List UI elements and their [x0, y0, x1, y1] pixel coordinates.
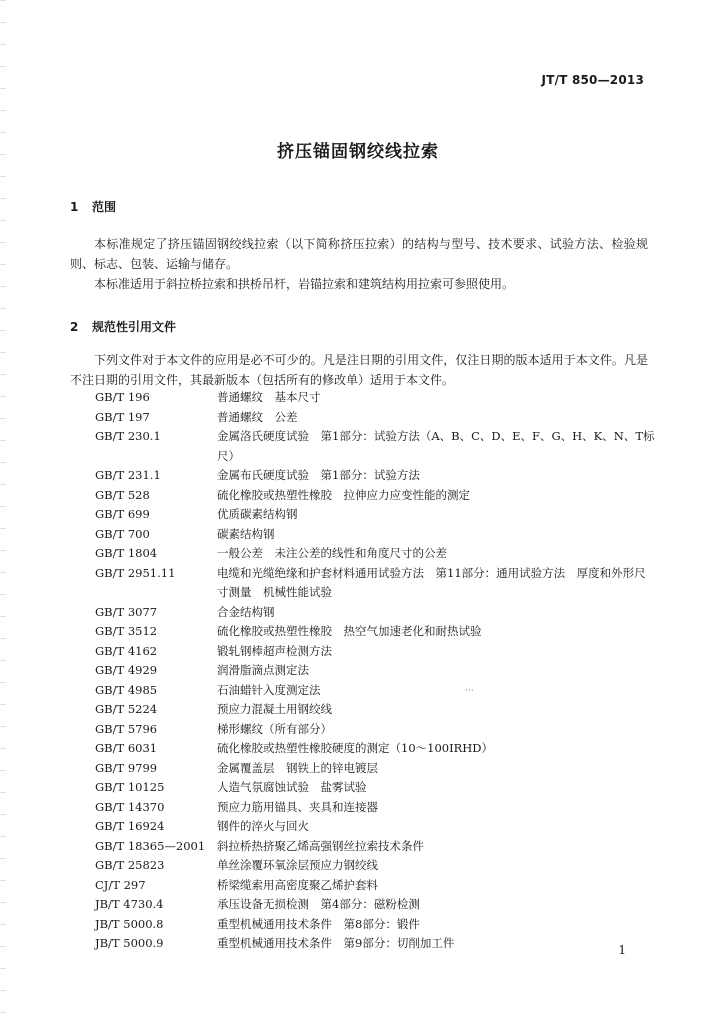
reference-title: 桥梁缆索用高密度聚乙烯护套料	[217, 877, 378, 892]
reference-row	[95, 856, 655, 876]
reference-code: GB/T 16924	[95, 819, 165, 833]
reference-row	[95, 505, 655, 525]
reference-code: GB/T 2951.11	[95, 565, 176, 580]
reference-row	[95, 739, 655, 759]
reference-title: 预应力筋用锚具、夹具和连接器	[217, 799, 378, 814]
reference-row	[95, 778, 655, 798]
reference-code: GB/T 700	[95, 526, 150, 541]
reference-code: GB/T 3512	[95, 624, 158, 638]
reference-row	[95, 837, 655, 857]
section-1-paragraph-2: 本标准适用于斜拉桥拉索和拱桥吊杆，岩锚拉索和建筑结构用拉索可参照使用。	[94, 277, 515, 291]
reference-code: JB/T 4730.4	[95, 897, 164, 911]
reference-code: GB/T 18365—2001	[95, 838, 206, 853]
reference-row	[95, 934, 655, 954]
scan-artifact: ···	[465, 686, 474, 696]
reference-row	[95, 603, 655, 623]
reference-code: GB/T 10125	[95, 780, 165, 794]
reference-title: 硫化橡胶或热塑性橡胶 拉伸应力应变性能的测定	[217, 487, 470, 502]
section-2-paragraph-1: 下列文件对于本文件的应用是必不可少的。凡是注日期的引用文件，仅注日期的版本适用于本文件。凡是不注日期的引用文件，其最新版本（包括所有的修改单）适用于本文件。	[70, 353, 648, 387]
reference-title: 一般公差 未注公差的线性和角度尺寸的公差	[217, 546, 447, 560]
reference-code: CJ/T 297	[95, 877, 146, 892]
page-title: 挤压锚固钢绞线拉索	[277, 142, 439, 162]
reference-title: 重型机械通用技术条件 第9部分：切削加工件	[217, 936, 455, 950]
section-2-heading	[70, 318, 176, 335]
reference-row	[95, 622, 655, 642]
section-1-number: 1	[70, 200, 79, 214]
reference-code: GB/T 230.1	[95, 429, 161, 443]
reference-title: 预应力混凝土用钢绞线	[217, 702, 332, 716]
reference-title: 钢件的淬火与回火	[217, 819, 309, 833]
reference-row	[95, 427, 655, 466]
reference-title: 承压设备无损检测 第4部分：磁粉检测	[217, 897, 420, 911]
reference-code: GB/T 6031	[95, 741, 158, 755]
reference-row	[95, 700, 655, 720]
reference-code: GB/T 699	[95, 507, 150, 521]
reference-title: 合金结构钢	[217, 604, 275, 619]
reference-title: 斜拉桥热挤聚乙烯高强钢丝拉索技术条件	[217, 838, 424, 853]
reference-row	[95, 525, 655, 545]
reference-row	[95, 408, 655, 428]
reference-row	[95, 720, 655, 740]
reference-title: 优质碳素结构钢	[217, 507, 298, 521]
reference-row	[95, 895, 655, 915]
section-2-title: 规范性引用文件	[92, 320, 177, 334]
reference-code: JB/T 5000.8	[95, 916, 164, 931]
reference-row	[95, 466, 655, 486]
reference-code: GB/T 4985	[95, 682, 158, 697]
reference-row	[95, 564, 655, 603]
reference-code: GB/T 1804	[95, 546, 158, 560]
reference-list	[95, 388, 655, 954]
reference-title: 润滑脂滴点测定法	[217, 663, 309, 677]
reference-title: 金属布氏硬度试验 第1部分：试验方法	[217, 468, 420, 482]
reference-title: 普通螺纹 公差	[217, 409, 298, 424]
reference-title: 重型机械通用技术条件 第8部分：锻件	[217, 916, 420, 931]
reference-title: 梯形螺纹（所有部分）	[217, 721, 332, 736]
reference-row	[95, 661, 655, 681]
reference-code: GB/T 5796	[95, 721, 158, 736]
reference-title: 单丝涂覆环氧涂层预应力钢绞线	[217, 858, 378, 872]
reference-code: GB/T 3077	[95, 604, 158, 619]
reference-row	[95, 681, 655, 701]
reference-code: GB/T 196	[95, 390, 150, 404]
reference-code: GB/T 14370	[95, 799, 165, 814]
reference-code: GB/T 25823	[95, 858, 165, 872]
reference-code: GB/T 231.1	[95, 468, 161, 482]
reference-row	[95, 915, 655, 935]
reference-row	[95, 876, 655, 896]
reference-row	[95, 486, 655, 506]
reference-title: 石油蜡针入度测定法	[217, 682, 321, 697]
reference-code: GB/T 4162	[95, 643, 158, 658]
reference-code: GB/T 4929	[95, 663, 158, 677]
reference-title: 硫化橡胶或热塑性橡胶 热空气加速老化和耐热试验	[217, 624, 482, 638]
reference-row	[95, 759, 655, 779]
reference-code: GB/T 197	[95, 409, 150, 424]
reference-title: 碳素结构钢	[217, 526, 275, 541]
page-number: 1	[618, 943, 626, 957]
reference-row	[95, 642, 655, 662]
reference-code: JB/T 5000.9	[95, 936, 164, 950]
reference-title: 硫化橡胶或热塑性橡胶硬度的测定（10～100IRHD）	[217, 741, 494, 755]
section-1-title: 范围	[92, 200, 117, 214]
reference-title: 锻轧钢棒超声检测方法	[217, 643, 332, 658]
reference-title: 金属洛氏硬度试验 第1部分：试验方法（A、B、C、D、E、F、G、H、K、N、T标尺）	[217, 429, 655, 463]
reference-row	[95, 798, 655, 818]
reference-row	[95, 388, 655, 408]
section-1-paragraph-1: 本标准规定了挤压锚固钢绞线拉索（以下简称挤压拉索）的结构与型号、技术要求、试验方法、检验规则、标志、包装、运输与储存。	[70, 237, 648, 271]
reference-title: 金属覆盖层 钢铁上的锌电镀层	[217, 760, 378, 775]
reference-row	[95, 817, 655, 837]
reference-title: 电缆和光缆绝缘和护套材料通用试验方法 第11部分：通用试验方法 厚度和外形尺寸测量 机械性能试验	[217, 565, 646, 599]
reference-code: GB/T 9799	[95, 760, 158, 775]
reference-row	[95, 544, 655, 564]
reference-code: GB/T 528	[95, 487, 150, 502]
standard-number: JT/T 850—2013	[541, 73, 644, 87]
section-1-heading	[70, 198, 116, 215]
reference-title: 普通螺纹 基本尺寸	[217, 390, 321, 404]
section-2-number: 2	[70, 320, 79, 334]
reference-code: GB/T 5224	[95, 702, 158, 716]
reference-title: 人造气氛腐蚀试验 盐雾试验	[217, 780, 367, 794]
